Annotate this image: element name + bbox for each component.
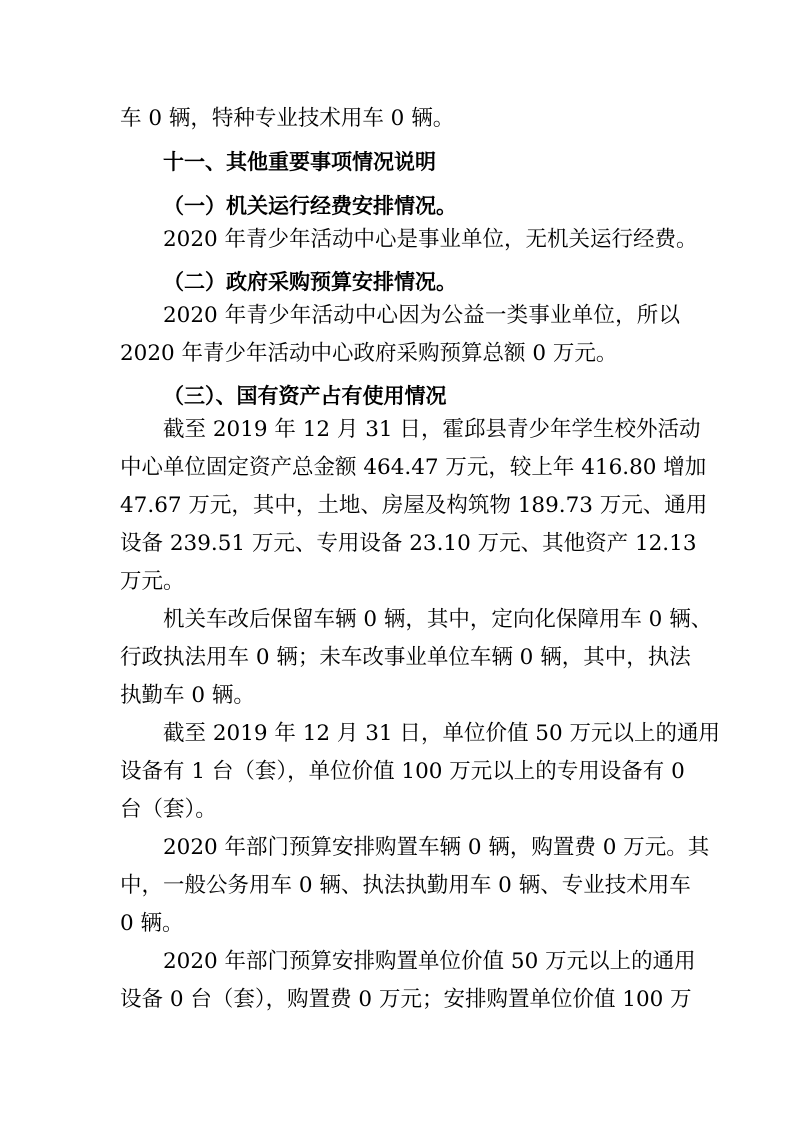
text-line: 设备有 1 台（套），单位价值 100 万元以上的专用设备有 0	[120, 759, 685, 784]
text-line: 2020 年部门预算安排购置单位价值 50 万元以上的通用	[163, 949, 696, 974]
text-line: 2020 年青少年活动中心政府采购预算总额 0 万元。	[120, 341, 618, 366]
text-line: 设备 239.51 万元、专用设备 23.10 万元、其他资产 12.13	[120, 531, 697, 556]
text-line: 台（套）。	[120, 797, 217, 822]
text-line: 中心单位固定资产总金额 464.47 万元，较上年 416.80 增加	[120, 455, 707, 480]
text-line: 2020 年部门预算安排购置车辆 0 辆，购置费 0 万元。其	[163, 835, 710, 860]
text-line: 2020 年青少年活动中心因为公益一类事业单位，所以	[163, 303, 680, 328]
text-line: 截至 2019 年 12 月 31 日，单位价值 50 万元以上的通用	[163, 721, 720, 746]
text-line: 2020 年青少年活动中心是事业单位，无机关运行经费。	[163, 227, 698, 252]
text-line: 机关车改后保留车辆 0 辆，其中，定向化保障用车 0 辆、	[163, 607, 713, 632]
text-line: 执勤车 0 辆。	[120, 683, 255, 708]
text-line: 0 辆。	[120, 911, 184, 936]
text-line: 中，一般公务用车 0 辆、执法执勤用车 0 辆、专业技术用车	[120, 873, 691, 898]
text-line: 截至 2019 年 12 月 31 日，霍邱县青少年学生校外活动	[163, 417, 701, 442]
subsection-heading: （三）、国有资产占有使用情况	[163, 384, 447, 408]
text-line: 行政执法用车 0 辆；未车改事业单位车辆 0 辆，其中，执法	[120, 645, 691, 670]
section-heading: 十一、其他重要事项情况说明	[163, 150, 436, 174]
text-line: 车 0 辆，特种专业技术用车 0 辆。	[120, 106, 455, 131]
text-line: 万元。	[120, 569, 185, 594]
subsection-heading: （二）政府采购预算安排情况。	[163, 270, 457, 294]
text-line: 47.67 万元，其中，土地、房屋及构筑物 189.73 万元、通用	[120, 493, 708, 518]
subsection-heading: （一）机关运行经费安排情况。	[163, 194, 457, 218]
text-line: 设备 0 台（套），购置费 0 万元；安排购置单位价值 100 万	[120, 987, 692, 1012]
